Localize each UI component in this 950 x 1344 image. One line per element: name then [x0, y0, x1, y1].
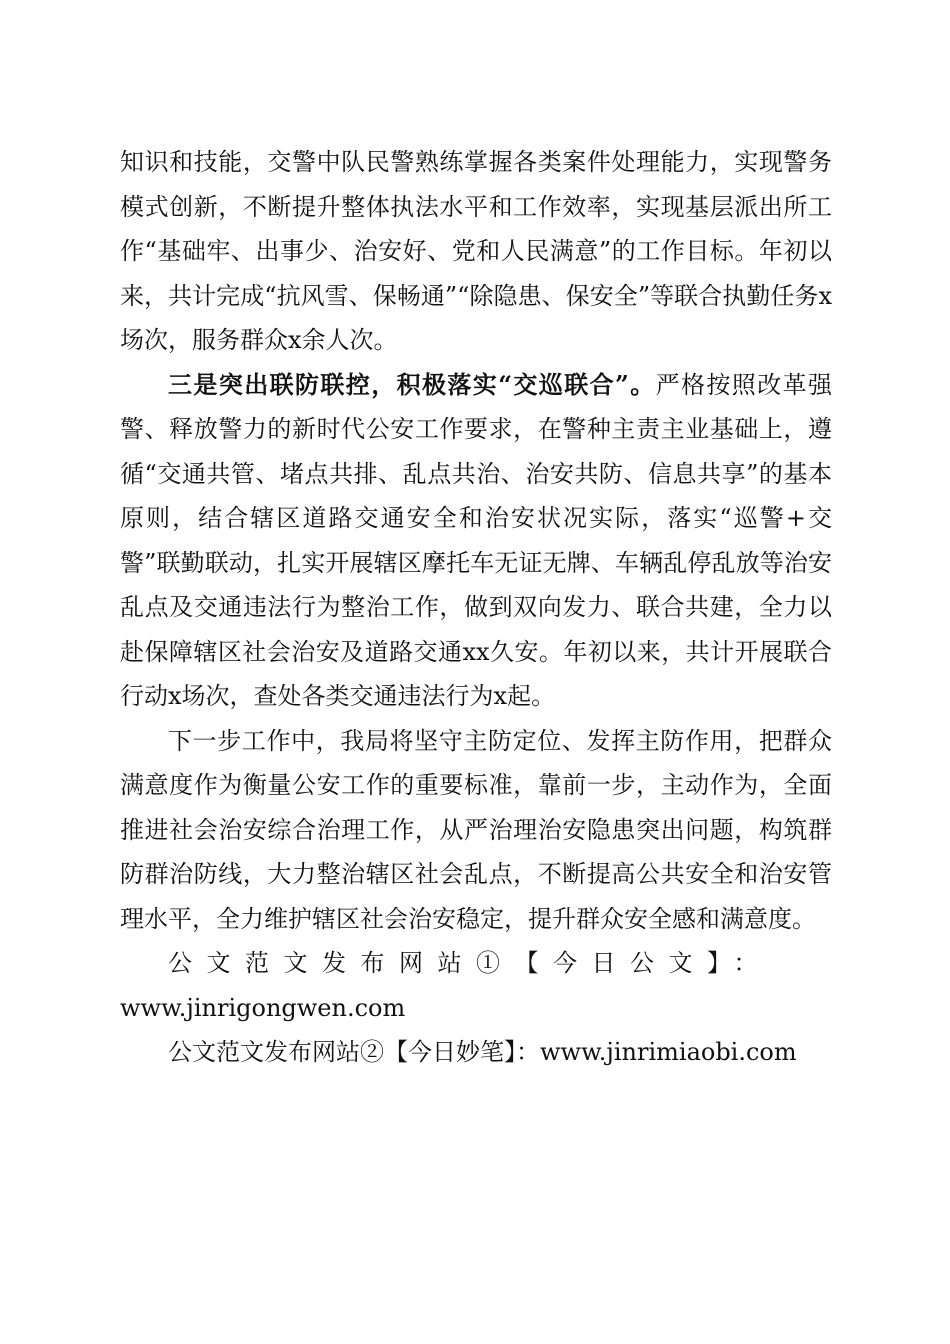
paragraph-1: 知识和技能，交警中队民警熟练掌握各类案件处理能力，实现警务模式创新，不断提升整体执法水平和工作效率，实现基层派出所工作“基础牢、出事少、治安好、党和人民满意”的工作目标。年初以来，共计完成“抗风雪、保畅通”“除隐患、保安全”等联合执勤任务x场次，服务群众x余人次。 — [120, 148, 832, 354]
footer-site1-label: 公文范文发布网站①【今日公文】： — [168, 949, 772, 977]
document-page — [120, 140, 832, 1075]
paragraph-2 — [120, 363, 832, 719]
footer-site2[interactable]: 公文范文发布网站②【今日妙笔】：www.jinrimiaobi.com — [168, 1038, 797, 1066]
paragraph-2-body: 严格按照改革强警、释放警力的新时代公安工作要求，在警种主责主业基础上，遵循“交通共管、堵点共排、乱点共治、治安共防、信息共享”的基本原则，结合辖区道路交通安全和治安状况实际，落实“巡警+交警”联勤联动，扎实开展辖区摩托车无证无牌、车辆乱停乱放等治安乱点及交通违法行为整治工作，做到双向发力、联合共建，全力以赴保障辖区社会治安及道路交通xx久安。年初以来，共计开展联合行动x场次，查处各类交通违法行为x起。 — [120, 370, 833, 710]
paragraph-3: 下一步工作中，我局将坚守主防定位、发挥主防作用，把群众满意度作为衡量公安工作的重要标准，靠前一步，主动作为，全面推进社会治安综合治理工作，从严治理治安隐患突出问题，构筑群防群治防线，大力整治辖区社会乱点，不断提高公共安全和治安管理水平，全力维护辖区社会治安稳定，提升群众安全感和满意度。 — [120, 726, 832, 933]
paragraph-2-lead: 三是突出联防联控，积极落实“交巡联合”。 — [168, 369, 656, 399]
footer-site1-url[interactable]: www.jinrigongwen.com — [120, 993, 406, 1022]
